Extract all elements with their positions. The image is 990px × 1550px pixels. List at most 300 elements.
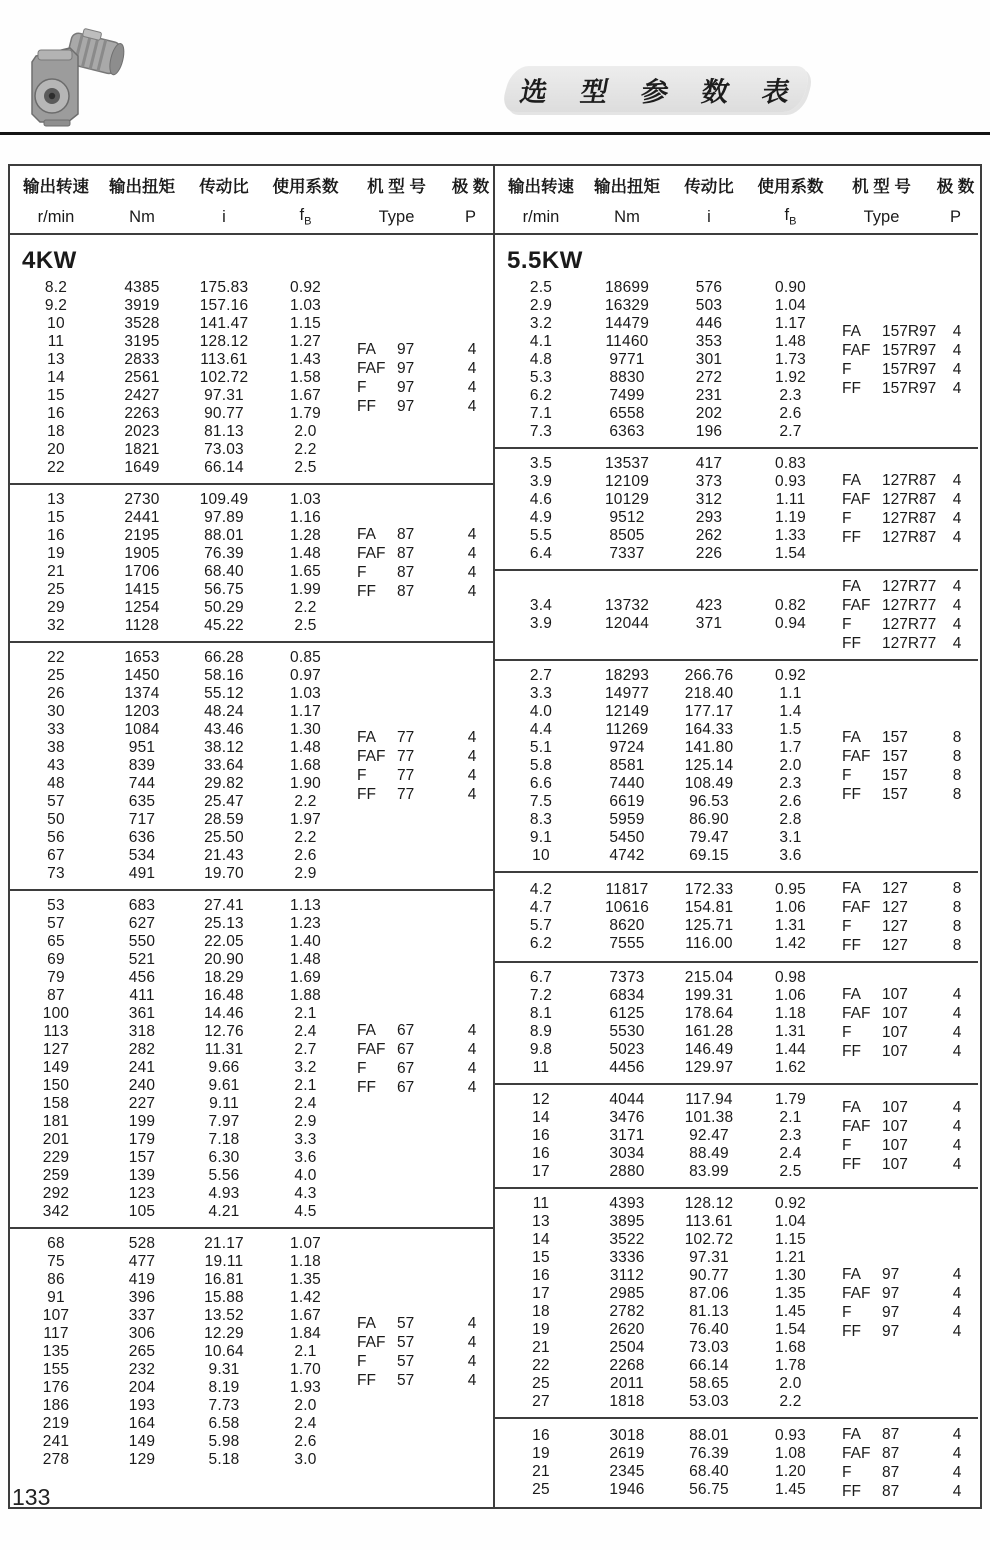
model-type-row: [357, 747, 493, 766]
block-inner: [10, 1235, 493, 1469]
ratio-value: 66.28: [204, 649, 244, 666]
table-row: [495, 387, 830, 405]
output-speed-value: 67: [47, 847, 65, 864]
service-factor-value: 1.79: [290, 405, 321, 422]
model-type-row: [357, 359, 493, 378]
output-torque-value: 11269: [605, 721, 649, 738]
model-type-row: [357, 544, 493, 563]
output-speed-value: 6.4: [529, 545, 553, 562]
data-rows: [10, 897, 345, 1221]
output-torque-value: 265: [128, 1343, 156, 1360]
service-factor-value: 1.15: [775, 1231, 806, 1248]
table-row: [495, 881, 830, 899]
model-type-row: [842, 528, 978, 547]
ratio-value: 81.13: [204, 423, 244, 440]
model-size: 127R87: [882, 510, 937, 527]
service-factor-value: 1.88: [290, 987, 321, 1004]
model-size: 127R87: [882, 472, 937, 489]
service-factor-value: 1.31: [775, 1023, 806, 1040]
output-speed-value: 14: [47, 369, 65, 386]
output-torque-value: 9724: [609, 739, 645, 756]
output-speed-value: 8.3: [529, 811, 553, 828]
output-torque-value: 3522: [609, 1231, 645, 1248]
parameter-block: [495, 963, 978, 1085]
service-factor-value: 1.78: [775, 1357, 806, 1374]
ratio-value: 4.93: [208, 1185, 240, 1202]
model-type-list: [830, 985, 978, 1061]
model-type-row: [357, 525, 493, 544]
model-type-row: [842, 898, 978, 917]
output-torque-value: 2833: [124, 351, 160, 368]
output-torque-value: 635: [128, 793, 156, 810]
table-row: [10, 721, 345, 739]
model-prefix: FF: [842, 635, 861, 652]
output-speed-value: 8.2: [44, 279, 68, 296]
service-factor-value: 0.92: [775, 667, 806, 684]
service-factor-value: 1.67: [290, 1307, 321, 1324]
model-size: 127: [882, 880, 908, 897]
model-prefix: F: [842, 1024, 852, 1041]
unit-speed: r/min: [522, 207, 560, 226]
model-prefix: FAF: [842, 597, 871, 614]
model-type-list: [830, 1425, 978, 1501]
ratio-value: 21.43: [204, 847, 244, 864]
service-factor-value: 4.0: [294, 1167, 317, 1184]
table-row: [10, 1343, 345, 1361]
unit-ratio: i: [707, 207, 711, 226]
output-speed-value: 7.5: [529, 793, 553, 810]
output-speed-value: 21: [532, 1339, 550, 1356]
model-type-row: [357, 378, 493, 397]
output-speed-value: 15: [532, 1249, 550, 1266]
output-speed-value: 16: [47, 527, 65, 544]
output-torque-value: 227: [128, 1095, 156, 1112]
table-row: [495, 1231, 830, 1249]
pole-count: 4: [467, 398, 477, 415]
unit-model: Type: [863, 207, 900, 226]
service-factor-value: 0.97: [290, 667, 321, 684]
output-torque-value: 411: [129, 987, 155, 1004]
output-speed-value: 16: [532, 1127, 550, 1144]
model-type-row: [357, 1371, 493, 1390]
power-rating-title: 5.5KW: [507, 247, 583, 274]
pole-count: 4: [952, 1266, 962, 1283]
service-factor-value: 1.03: [290, 491, 321, 508]
ratio-value: 125.71: [684, 917, 734, 934]
model-size: 127R77: [882, 597, 937, 614]
model-size: 107: [882, 1024, 908, 1041]
ratio-value: 178.64: [684, 1005, 734, 1022]
page-title: 选 型 参 数 表: [517, 76, 806, 107]
ratio-value: 102.72: [199, 369, 249, 386]
service-factor-value: 2.1: [294, 1343, 317, 1360]
table-row: [10, 1433, 345, 1451]
model-size: 107: [882, 1137, 908, 1154]
model-size: 67: [397, 1041, 415, 1058]
table-row: [10, 1415, 345, 1433]
output-torque-value: 1128: [124, 617, 160, 634]
service-factor-value: 1.69: [290, 969, 321, 986]
model-type-row: [842, 1155, 978, 1174]
output-speed-value: 16: [532, 1427, 550, 1444]
service-factor-value: 1.42: [775, 935, 806, 952]
output-torque-value: 129: [128, 1451, 156, 1468]
model-size: 97: [397, 341, 415, 358]
unit-speed: r/min: [37, 207, 75, 226]
ratio-value: 43.46: [204, 721, 244, 738]
ratio-value: 503: [695, 297, 723, 314]
output-speed-value: 11: [532, 1195, 550, 1212]
block-inner: [495, 279, 978, 441]
ratio-value: 113.61: [685, 1213, 733, 1230]
output-speed-value: 8.9: [529, 1023, 553, 1040]
model-size: 57: [397, 1353, 415, 1370]
service-factor-value: 1.54: [775, 545, 806, 562]
ratio-value: 141.80: [684, 739, 734, 756]
table-row: [495, 1285, 830, 1303]
pole-count: 4: [467, 1079, 477, 1096]
table-row: [10, 279, 345, 297]
model-prefix: FAF: [842, 1445, 871, 1462]
pole-count: 4: [467, 748, 477, 765]
model-prefix: FA: [842, 880, 861, 897]
column-headers: [495, 166, 978, 235]
output-speed-value: 9.2: [44, 297, 68, 314]
table-row: [495, 1267, 830, 1285]
model-type-list: [830, 879, 978, 955]
table-row: [10, 545, 345, 563]
output-torque-value: 2268: [609, 1357, 645, 1374]
ratio-value: 108.49: [684, 775, 734, 792]
service-factor-value: 0.90: [775, 279, 806, 296]
model-type-row: [842, 1098, 978, 1117]
panel-5-5kw: [495, 166, 978, 1507]
pole-count: 4: [467, 379, 477, 396]
pole-count: 4: [952, 1464, 962, 1481]
service-factor-value: 2.6: [779, 793, 802, 810]
output-torque-value: 3336: [609, 1249, 645, 1266]
model-size: 157: [882, 748, 908, 765]
output-speed-value: 127: [42, 1041, 70, 1058]
output-torque-value: 4385: [124, 279, 160, 296]
ratio-value: 312: [695, 491, 723, 508]
output-speed-value: 149: [42, 1059, 70, 1076]
ratio-value: 146.49: [684, 1041, 734, 1058]
ratio-value: 141.47: [199, 315, 249, 332]
service-factor-value: 1.93: [290, 1379, 321, 1396]
output-torque-value: 1905: [124, 545, 160, 562]
output-speed-value: 107: [42, 1307, 70, 1324]
output-speed-value: 57: [47, 793, 65, 810]
ratio-value: 90.77: [204, 405, 244, 422]
service-factor-value: 1.15: [290, 315, 321, 332]
table-row: [495, 455, 830, 473]
ratio-value: 7.73: [208, 1397, 240, 1414]
output-torque-value: 2730: [124, 491, 160, 508]
output-speed-value: 5.1: [529, 739, 553, 756]
model-prefix: F: [357, 379, 367, 396]
ratio-value: 73.03: [689, 1339, 729, 1356]
pole-count: 8: [952, 880, 962, 897]
output-speed-value: 4.8: [529, 351, 553, 368]
table-row: [495, 685, 830, 703]
model-prefix: FA: [842, 1426, 861, 1443]
ratio-value: 373: [695, 473, 723, 490]
output-speed-value: 48: [47, 775, 65, 792]
service-factor-value: 2.5: [294, 617, 317, 634]
model-type-row: [842, 322, 978, 341]
ratio-value: 87.06: [689, 1285, 729, 1302]
output-speed-value: 10: [47, 315, 65, 332]
service-factor-value: 1.11: [775, 491, 806, 508]
model-size: 87: [397, 564, 415, 581]
table-row: [495, 597, 830, 615]
output-speed-value: 4.4: [529, 721, 553, 738]
ratio-value: 83.99: [689, 1163, 729, 1180]
model-prefix: FAF: [357, 545, 386, 562]
output-torque-value: 204: [128, 1379, 156, 1396]
unit-model: Type: [378, 207, 415, 226]
service-factor-value: 2.4: [294, 1095, 317, 1112]
output-torque-value: 627: [128, 915, 156, 932]
service-factor-value: 1.13: [290, 897, 321, 914]
model-type-list: [830, 471, 978, 547]
model-type-row: [842, 471, 978, 490]
output-torque-value: 1818: [609, 1393, 645, 1410]
service-factor-value: 1.45: [775, 1303, 806, 1320]
service-factor-value: 1.28: [290, 527, 321, 544]
unit-poles: P: [949, 207, 961, 226]
table-row: [10, 811, 345, 829]
service-factor-value: 0.93: [775, 1427, 806, 1444]
table-row: [10, 387, 345, 405]
service-factor-value: 1.08: [775, 1445, 806, 1462]
service-factor-value: 2.0: [779, 757, 802, 774]
service-factor-value: 1.54: [775, 1321, 806, 1338]
header-output-speed: 输出转速: [508, 178, 574, 196]
service-factor-value: 1.18: [775, 1005, 806, 1022]
parameter-block: [495, 661, 978, 873]
output-torque-value: 521: [128, 951, 156, 968]
service-factor-value: 3.3: [294, 1131, 317, 1148]
pole-count: 4: [952, 1137, 962, 1154]
ratio-value: 10.64: [204, 1343, 244, 1360]
ratio-value: 53.03: [689, 1393, 729, 1410]
table-row: [10, 1005, 345, 1023]
table-row: [10, 1325, 345, 1343]
model-type-row: [842, 615, 978, 634]
panel-body-4kw: [10, 235, 493, 1507]
output-torque-value: 2620: [609, 1321, 645, 1338]
model-prefix: FAF: [842, 1285, 871, 1302]
model-prefix: FA: [842, 1266, 861, 1283]
model-prefix: FF: [842, 1483, 861, 1500]
block-inner: [495, 1425, 978, 1501]
block-inner: [495, 969, 978, 1077]
table-row: [10, 829, 345, 847]
service-factor-value: 1.35: [775, 1285, 806, 1302]
ratio-value: 88.01: [689, 1427, 729, 1444]
unit-service-factor: $f_B$: [299, 206, 312, 228]
pole-count: 4: [952, 597, 962, 614]
output-speed-value: 4.7: [529, 899, 553, 916]
ratio-value: 576: [695, 279, 723, 296]
table-row: [495, 1145, 830, 1163]
table-row: [495, 1041, 830, 1059]
output-speed-value: 5.3: [529, 369, 553, 386]
table-row: [495, 369, 830, 387]
output-speed-value: 4.6: [529, 491, 553, 508]
output-torque-value: 2345: [609, 1463, 645, 1480]
model-prefix: FF: [357, 1079, 376, 1096]
pole-count: 4: [952, 1099, 962, 1116]
service-factor-value: 2.4: [294, 1415, 317, 1432]
model-size: 127R77: [882, 578, 937, 595]
pole-count: 8: [952, 729, 962, 746]
output-speed-value: 5.5: [529, 527, 553, 544]
model-prefix: F: [357, 1353, 367, 1370]
output-torque-value: 5959: [609, 811, 645, 828]
pole-count: 8: [952, 786, 962, 803]
model-size: 127: [882, 937, 908, 954]
table-row: [10, 739, 345, 757]
pole-count: 4: [467, 341, 477, 358]
ratio-value: 22.05: [204, 933, 244, 950]
gearmotor-logo: [18, 26, 130, 130]
header-divider: [0, 132, 990, 135]
table-row: [10, 441, 345, 459]
service-factor-value: 1.16: [290, 509, 321, 526]
output-speed-value: 22: [47, 459, 65, 476]
service-factor-value: 0.92: [775, 1195, 806, 1212]
service-factor-value: 1.70: [290, 1361, 321, 1378]
output-speed-value: 158: [42, 1095, 70, 1112]
parameter-block: [10, 235, 493, 485]
table-row: [10, 1077, 345, 1095]
model-prefix: FAF: [842, 899, 871, 916]
output-torque-value: 8581: [609, 757, 645, 774]
output-torque-value: 2504: [609, 1339, 645, 1356]
service-factor-value: 3.6: [779, 847, 802, 864]
model-prefix: F: [842, 510, 852, 527]
model-type-row: [842, 917, 978, 936]
table-row: [10, 459, 345, 477]
header-model: 机 型 号: [367, 178, 426, 196]
output-torque-value: 164: [128, 1415, 156, 1432]
output-speed-value: 38: [47, 739, 65, 756]
output-torque-value: 4044: [609, 1091, 645, 1108]
pole-count: 4: [467, 360, 477, 377]
model-size: 97: [397, 379, 415, 396]
output-torque-value: 105: [128, 1203, 156, 1220]
header-poles: 极 数: [451, 178, 490, 196]
model-prefix: FA: [842, 1099, 861, 1116]
pole-count: 4: [952, 1156, 962, 1173]
table-row: [495, 1339, 830, 1357]
output-speed-value: 4.0: [529, 703, 553, 720]
table-row: [495, 509, 830, 527]
table-row: [495, 545, 830, 563]
service-factor-value: 2.0: [294, 1397, 317, 1414]
output-speed-value: 241: [42, 1433, 70, 1450]
model-size: 77: [397, 748, 415, 765]
ratio-value: 56.75: [689, 1481, 729, 1498]
output-speed-value: 9.1: [529, 829, 553, 846]
ratio-value: 69.15: [689, 847, 729, 864]
model-type-list: [830, 1265, 978, 1341]
table-row: [495, 405, 830, 423]
output-speed-value: 3.2: [529, 315, 553, 332]
model-type-list: [345, 525, 493, 601]
table-row: [10, 793, 345, 811]
service-factor-value: 1.20: [775, 1463, 806, 1480]
parameter-block: [495, 1419, 978, 1507]
output-speed-value: 25: [47, 667, 65, 684]
table-row: [495, 1213, 830, 1231]
pole-count: 4: [952, 510, 962, 527]
table-row: [10, 969, 345, 987]
table-row: [10, 1149, 345, 1167]
output-speed-value: 229: [42, 1149, 70, 1166]
output-speed-value: 27: [532, 1393, 550, 1410]
model-prefix: FAF: [357, 360, 386, 377]
output-torque-value: 12109: [604, 473, 650, 490]
output-speed-value: 13: [532, 1213, 550, 1230]
model-type-row: [842, 341, 978, 360]
table-row: [10, 333, 345, 351]
table-row: [495, 279, 830, 297]
pole-count: 8: [952, 937, 962, 954]
table-row: [10, 599, 345, 617]
model-size: 107: [882, 1156, 908, 1173]
ratio-value: 128.12: [199, 333, 249, 350]
output-torque-value: 2782: [609, 1303, 645, 1320]
ratio-value: 13.52: [204, 1307, 244, 1324]
service-factor-value: 2.2: [294, 441, 317, 458]
ratio-value: 7.97: [208, 1113, 240, 1130]
model-type-list: [345, 340, 493, 416]
table-row: [10, 1203, 345, 1221]
model-type-row: [842, 490, 978, 509]
block-inner: [495, 879, 978, 955]
table-row: [10, 1023, 345, 1041]
output-torque-value: 4742: [609, 847, 645, 864]
output-torque-value: 1946: [609, 1481, 645, 1498]
model-size: 97: [397, 398, 415, 415]
pole-count: 4: [467, 729, 477, 746]
model-prefix: F: [842, 918, 852, 935]
table-row: [10, 563, 345, 581]
block-inner: [495, 455, 978, 563]
output-speed-value: 16: [47, 405, 65, 422]
model-type-row: [842, 879, 978, 898]
model-prefix: FA: [357, 341, 376, 358]
ratio-value: 218.40: [684, 685, 734, 702]
service-factor-value: 0.85: [290, 649, 321, 666]
ratio-value: 28.59: [204, 811, 244, 828]
output-torque-value: 2263: [124, 405, 160, 422]
ratio-value: 25.47: [204, 793, 244, 810]
service-factor-value: 2.4: [779, 1145, 802, 1162]
pole-count: 4: [952, 1445, 962, 1462]
model-type-row: [357, 397, 493, 416]
output-speed-value: 6.6: [529, 775, 553, 792]
service-factor-value: 2.6: [294, 847, 317, 864]
service-factor-value: 1.17: [775, 315, 806, 332]
model-type-row: [357, 1021, 493, 1040]
pole-count: 4: [467, 1353, 477, 1370]
service-factor-value: 2.0: [294, 423, 317, 440]
